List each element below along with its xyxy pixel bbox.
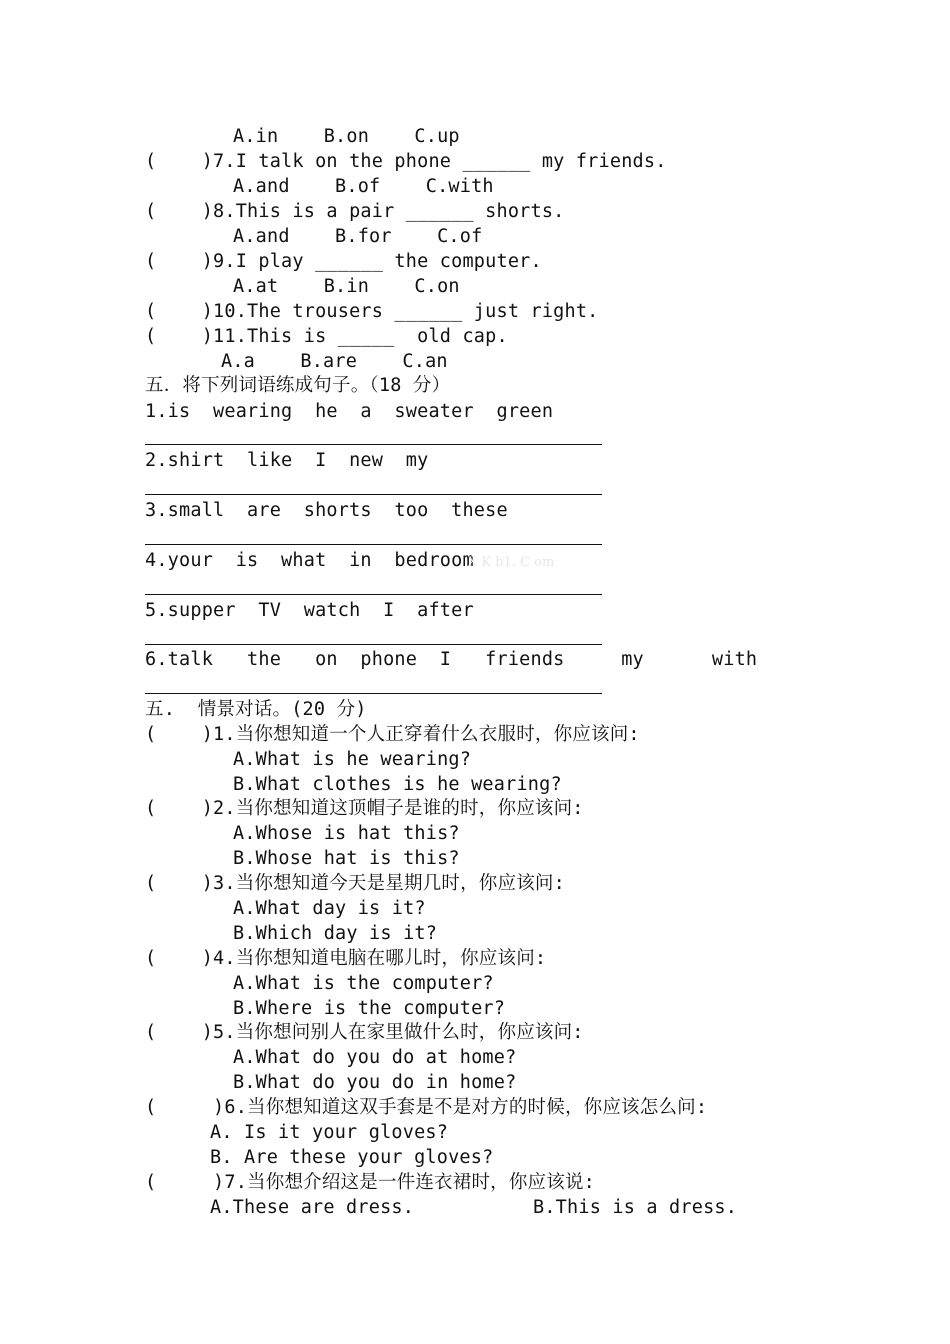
section-order-heading: 五．将下列词语练成句子。（18 分） — [145, 375, 451, 396]
q7-options: A.and B.of C.with — [233, 176, 494, 197]
dialog-q7-option-a: A.These are dress. — [210, 1197, 415, 1218]
q9-question: ( )9.I play ______ the computer. — [145, 251, 542, 272]
order-item-3: 3.small are shorts too these — [145, 500, 508, 521]
dialog-q1-option-b: B.What clothes is he wearing? — [233, 774, 562, 795]
q6-options: A.in B.on C.up — [233, 126, 460, 147]
answer-line-2 — [145, 494, 602, 495]
watermark-text: X K b1. C om — [468, 555, 555, 570]
dialog-q1-option-a: A.What is he wearing? — [233, 749, 472, 770]
dialog-q6-option-b: B. Are these your gloves? — [210, 1147, 494, 1168]
order-item-5: 5.supper TV watch I after — [145, 600, 474, 621]
dialog-q4-option-a: A.What is the computer? — [233, 973, 494, 994]
q11-options: A.a B.are C.an — [221, 351, 448, 372]
q8-options: A.and B.for C.of — [233, 226, 483, 247]
dialog-q3-option-b: B.Which day is it? — [233, 923, 438, 944]
q7-question: ( )7.I talk on the phone ______ my friends. — [145, 151, 667, 172]
order-item-6: 6.talk the on phone I friends my with — [145, 649, 758, 670]
dialog-q5-option-a: A.What do you do at home? — [233, 1047, 517, 1068]
answer-line-6 — [145, 693, 602, 694]
answer-line-4 — [145, 594, 602, 595]
dialog-q2: ( )2.当你想知道这顶帽子是谁的时，你应该问: — [145, 798, 584, 819]
dialog-q4: ( )4.当你想知道电脑在哪儿时，你应该问: — [145, 948, 547, 969]
section-dialog-heading: 五. 情景对话。(20 分) — [145, 699, 367, 720]
dialog-q4-option-b: B.Where is the computer? — [233, 998, 506, 1019]
dialog-q5-option-b: B.What do you do in home? — [233, 1072, 517, 1093]
answer-line-5 — [145, 644, 602, 645]
order-item-1: 1.is wearing he a sweater green — [145, 401, 554, 422]
dialog-q2-option-a: A.Whose is hat this? — [233, 823, 460, 844]
dialog-q6-option-a: A. Is it your gloves? — [210, 1122, 449, 1143]
q8-question: ( )8.This is a pair ______ shorts. — [145, 201, 565, 222]
q9-options: A.at B.in C.on — [233, 276, 460, 297]
dialog-q3-option-a: A.What day is it? — [233, 898, 426, 919]
answer-line-3 — [145, 544, 602, 545]
dialog-q5: ( )5.当你想问别人在家里做什么时，你应该问: — [145, 1022, 584, 1043]
dialog-q1: ( )1.当你想知道一个人正穿着什么衣服时，你应该问: — [145, 724, 640, 745]
dialog-q3: ( )3.当你想知道今天是星期几时，你应该问: — [145, 873, 565, 894]
order-item-2: 2.shirt like I new my — [145, 450, 429, 471]
q11-question: ( )11.This is _____ old cap. — [145, 326, 508, 347]
dialog-q6: ( )6.当你想知道这双手套是不是对方的时候，你应该怎么问: — [145, 1097, 708, 1118]
q10-question: ( )10.The trousers ______ just right. — [145, 301, 599, 322]
dialog-q7-option-b: B.This is a dress. — [533, 1197, 738, 1218]
dialog-q7: ( )7.当你想介绍这是一件连衣裙时，你应该说: — [145, 1172, 595, 1193]
order-item-4: 4.your is what in bedroom — [145, 550, 474, 571]
answer-line-1 — [145, 444, 602, 445]
dialog-q2-option-b: B.Whose hat is this? — [233, 848, 460, 869]
